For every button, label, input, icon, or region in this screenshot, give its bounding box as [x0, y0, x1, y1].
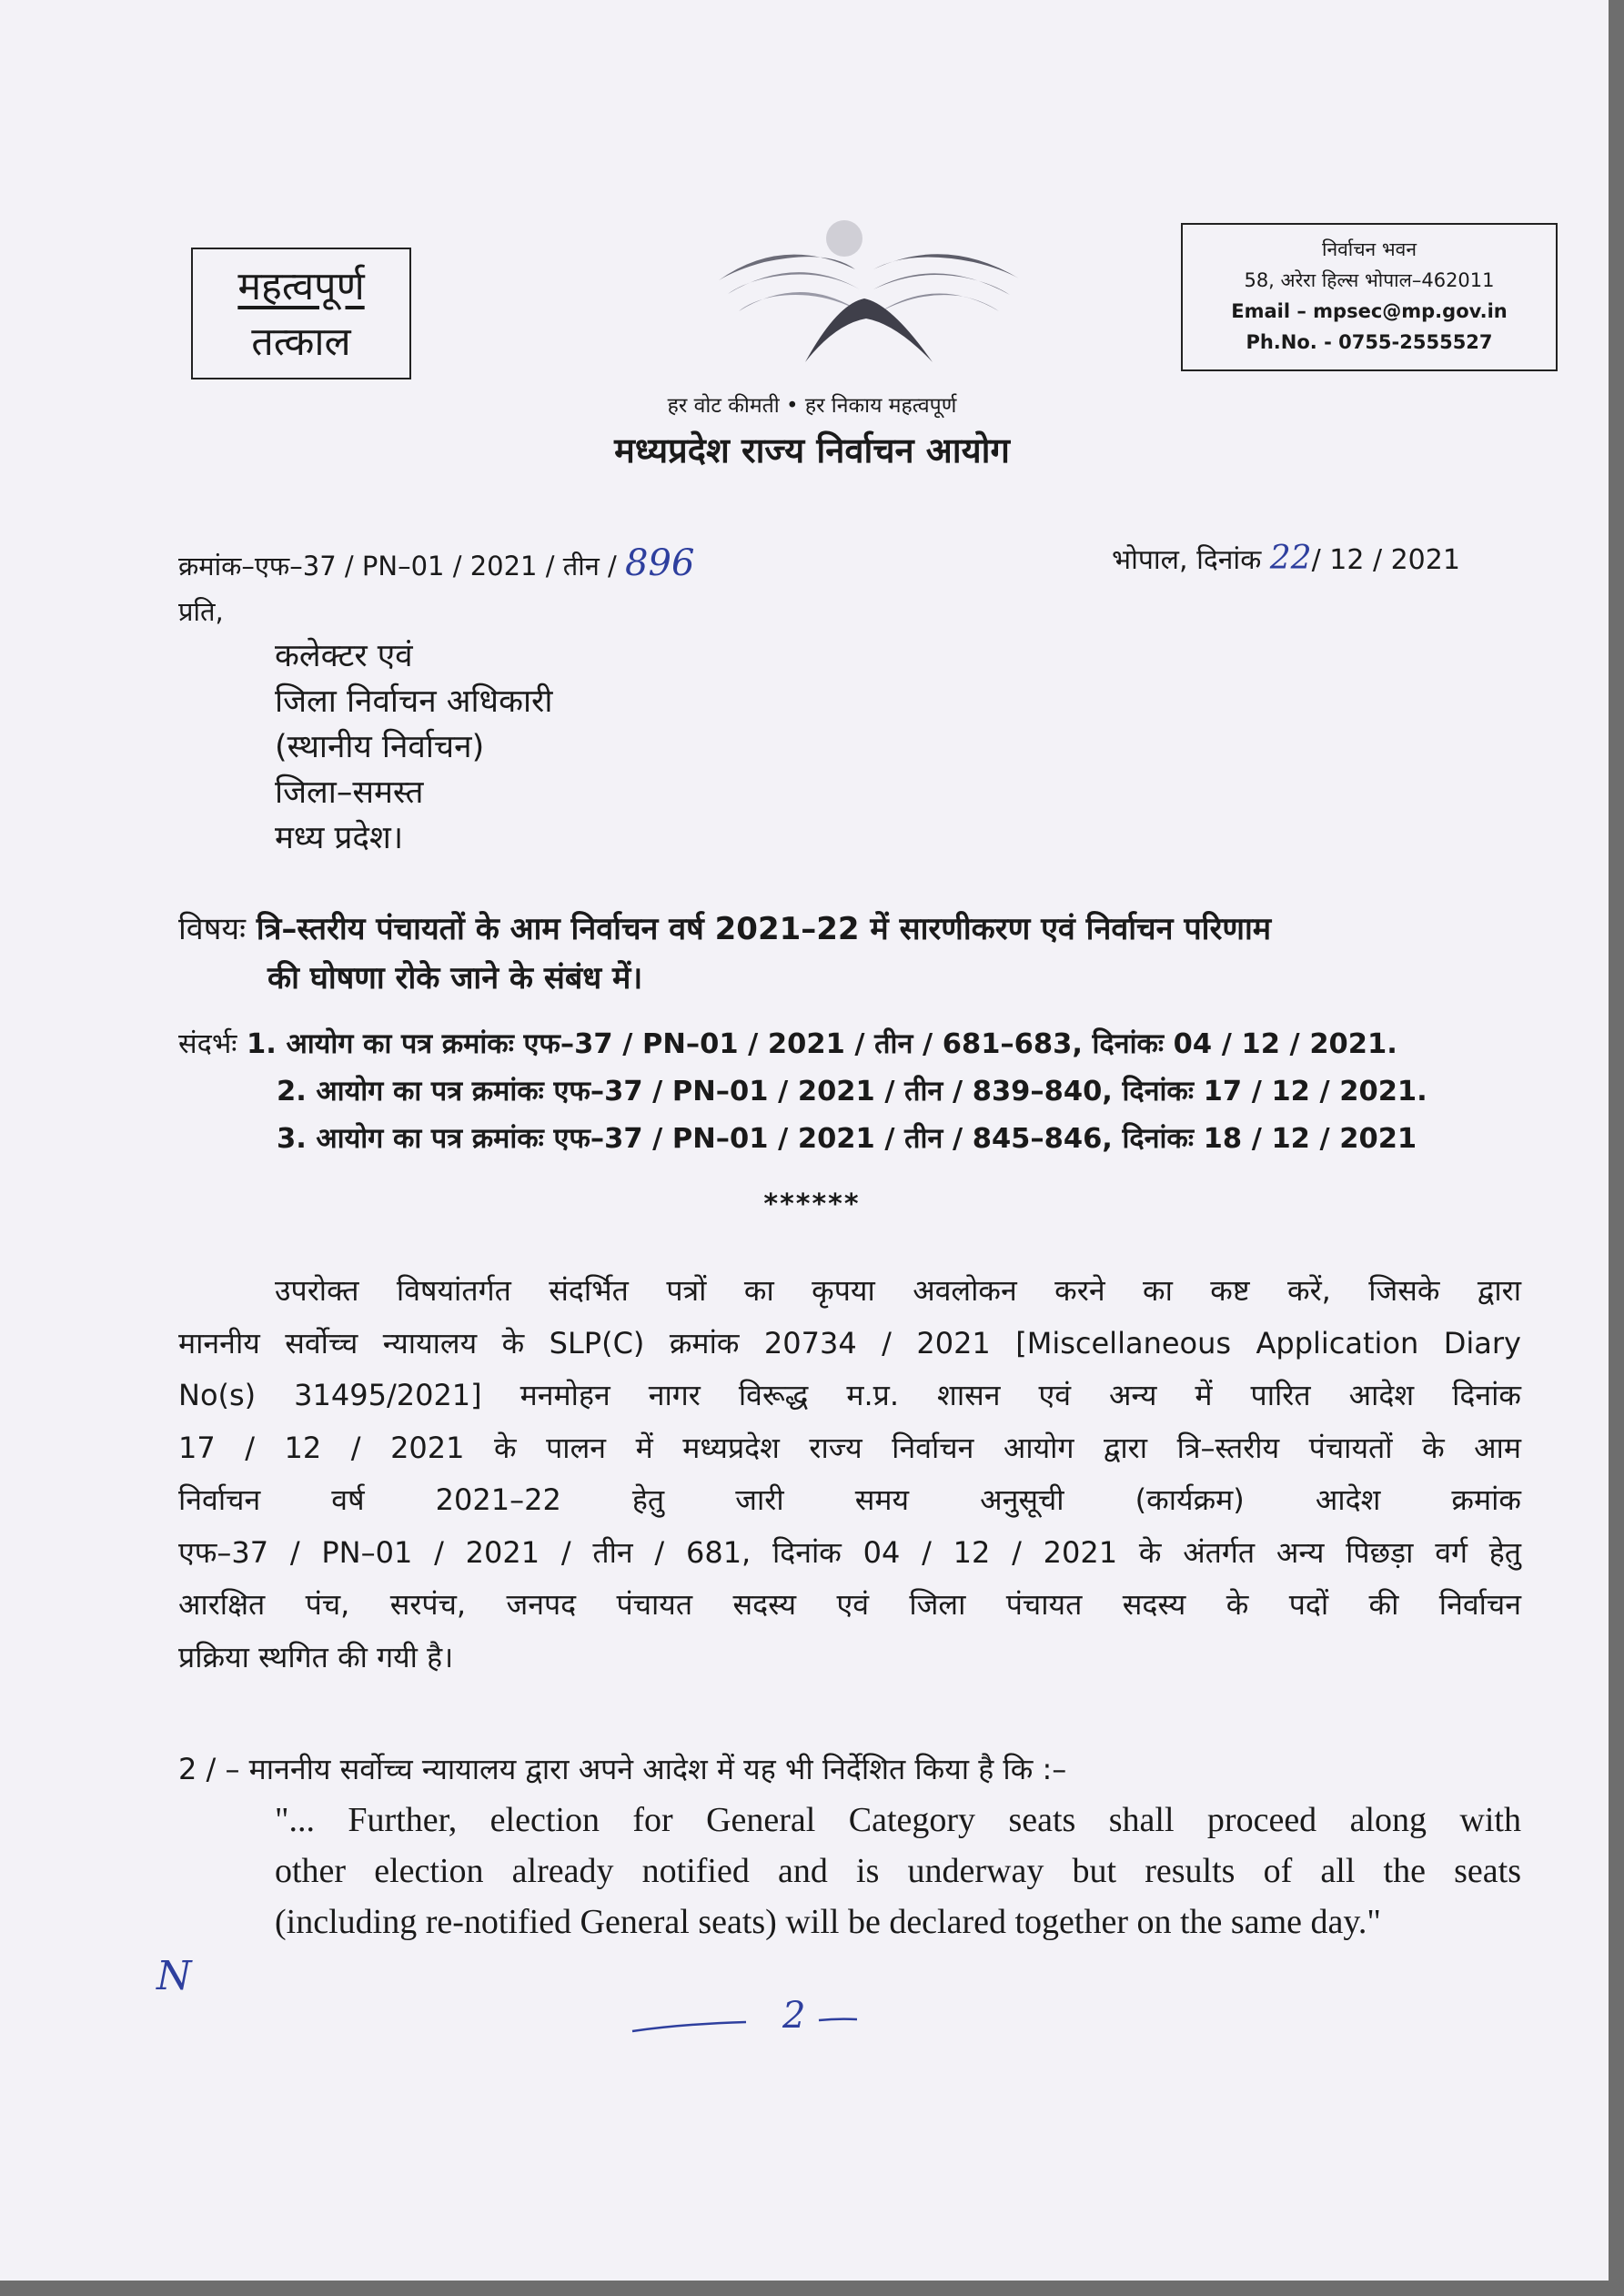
address-box — [1181, 223, 1558, 371]
phone-line: Ph.No. - 0755-2555527 — [1246, 331, 1493, 353]
reference-item: 3. आयोग का पत्र क्रमांकः एफ–37 / PN–01 / 2021 / तीन / 845–846, दिनांकः 18 / 12 / 2021 — [277, 1123, 1417, 1155]
paragraph-line: आरक्षित पंच, सरपंच, जनपद पंचायत सदस्य एवं जिला पंचायत सदस्य के पदों की निर्वाचन — [178, 1587, 1521, 1622]
handwritten-date-day: 22 — [1269, 540, 1312, 577]
court-quote — [275, 1795, 1521, 1947]
paragraph-line: No(s) 31495/2021] मनमोहन नागर विरूद्ध म.प्र. शासन एवं अन्य में पारित आदेश दिनांक — [178, 1378, 1521, 1412]
reference-item: 1. आयोग का पत्र क्रमांकः एफ–37 / PN–01 / 2021 / तीन / 681–683, दिनांकः 04 / 12 / 2021. — [247, 1028, 1397, 1060]
handwritten-page-marker — [628, 1991, 883, 2046]
reference-number — [178, 542, 694, 584]
handwritten-reference-number: 896 — [625, 542, 695, 584]
paragraph-line: 17 / 12 / 2021 के पालन में मध्यप्रदेश राज्य निर्वाचन आयोग द्वारा त्रि–स्तरीय पंचायतों के आम — [178, 1430, 1521, 1465]
reference-prefix: क्रमांक–एफ–37 / PN–01 / 2021 / तीन / — [178, 551, 626, 582]
quote-line: (including re-notified General seats) will be declared together on the same day." — [275, 1903, 1381, 1941]
addressee-block — [275, 633, 552, 861]
organization-name: मध्यप्रदेश राज्य निर्वाचन आयोग — [614, 430, 1010, 470]
commission-logo — [710, 217, 1028, 371]
subject-block — [178, 905, 1525, 1003]
paragraph-line: एफ–37 / PN–01 / 2021 / तीन / 681, दिनांक 04 / 12 / 2021 के अंतर्गत अन्य पिछड़ा वर्ग हेतु — [178, 1534, 1521, 1570]
subject-label: विषयः — [178, 911, 246, 947]
paragraph-1 — [178, 1265, 1521, 1684]
paragraph-2-intro: 2 / – माननीय सर्वोच्च न्यायालय द्वारा अपने आदेश में यह भी निर्देशित किया है कि :– — [178, 1752, 1067, 1786]
subject-text-continued: की घोषणा रोके जाने के संबंध में। — [267, 960, 643, 996]
subject-text: त्रि–स्तरीय पंचायतों के आम निर्वाचन वर्ष 2021–22 में सारणीकरण एवं निर्वाचन परिणाम — [256, 911, 1272, 947]
addressee-line: मध्य प्रदेश। — [275, 820, 404, 856]
paragraph-line: माननीय सर्वोच्च न्यायालय के SLP(C) क्रमांक 20734 / 2021 [Miscellaneous Application Diary — [178, 1325, 1521, 1360]
address-line: निर्वाचन भवन — [1322, 238, 1417, 260]
reference-item: 2. आयोग का पत्र क्रमांकः एफ–37 / PN–01 / 2021 / तीन / 839–840, दिनांकः 17 / 12 / 2021. — [277, 1076, 1427, 1108]
urgent-label: तत्काल — [251, 319, 351, 365]
email-line: Email – mpsec@mp.gov.in — [1231, 300, 1508, 322]
tagline: हर वोट कीमती • हर निकाय महत्वपूर्ण — [667, 394, 957, 418]
addressee-line: जिला–समस्त — [275, 774, 424, 811]
separator: ****** — [763, 1188, 861, 1220]
page-marker-number: 2 — [782, 1995, 806, 2037]
date-suffix: / 12 / 2021 — [1311, 544, 1460, 576]
handwritten-initial: N — [156, 1953, 192, 1999]
to-label: प्रति, — [178, 596, 224, 627]
paragraph-line: प्रक्रिया स्थगित की गयी है। — [178, 1639, 454, 1674]
addressee-line: कलेक्टर एवं — [275, 638, 413, 674]
references-block — [178, 1021, 1427, 1163]
addressee-line: जिला निर्वाचन अधिकारी — [275, 683, 553, 720]
date-prefix: भोपाल, दिनांक — [1112, 544, 1270, 576]
paragraph-line: उपरोक्त विषयांतर्गत संदर्भित पत्रों का कृपया अवलोकन करने का कष्ट करें, जिसके द्वारा — [275, 1273, 1521, 1308]
quote-line: "... Further, election for General Category seats shall proceed along with — [275, 1801, 1521, 1839]
references-label: संदर्भः — [178, 1028, 237, 1060]
address-line: 58, अरेरा हिल्स भोपाल–462011 — [1244, 269, 1495, 291]
important-urgent-box — [191, 248, 411, 379]
important-label: महत्वपूर्ण — [237, 264, 365, 309]
quote-line: other election already notified and is underway but results of all the seats — [275, 1852, 1521, 1890]
paragraph-line: निर्वाचन वर्ष 2021–22 हेतु जारी समय अनुसूची (कार्यक्रम) आदेश क्रमांक — [178, 1482, 1521, 1517]
letter-date — [1112, 540, 1460, 577]
addressee-line: (स्थानीय निर्वाचन) — [275, 729, 485, 765]
